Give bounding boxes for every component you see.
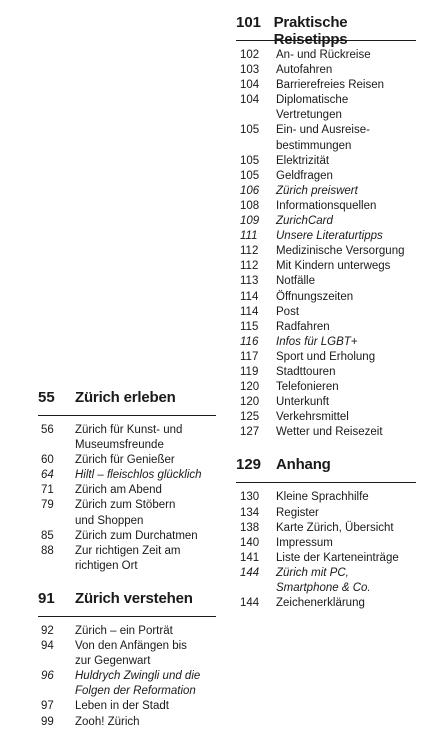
toc-entry[interactable] xyxy=(236,78,416,93)
entry-title: Wetter und Reisezeit xyxy=(276,426,383,439)
entry-title: Ein- und Ausreise- bestimmungen xyxy=(276,124,370,152)
entry-title: Notfälle xyxy=(276,275,315,288)
entry-title: An- und Rückreise xyxy=(276,49,371,61)
entry-title: Geldfragen xyxy=(276,169,333,182)
entry-page-number: 141 xyxy=(240,551,260,564)
toc-entry[interactable] xyxy=(236,169,416,184)
toc-entry[interactable] xyxy=(38,529,216,544)
entry-page-number: 140 xyxy=(240,536,260,549)
entry-title: Zürich zum Stöbern und Shoppen xyxy=(75,499,176,527)
toc-entry[interactable] xyxy=(236,48,416,63)
toc-entry[interactable] xyxy=(236,410,416,425)
toc-entry[interactable] xyxy=(236,380,416,395)
entry-page-number: 117 xyxy=(240,350,259,363)
entry-title: Zürich – ein Porträt xyxy=(75,624,173,637)
toc-entry[interactable] xyxy=(38,639,216,669)
section-title: Anhang xyxy=(276,456,331,474)
entry-title: Zürich für Genießer xyxy=(75,454,175,467)
entry-page-number: 85 xyxy=(41,529,54,542)
entry-page-number: 125 xyxy=(240,411,260,424)
entry-page-number: 113 xyxy=(240,275,259,288)
entry-page-number: 130 xyxy=(240,491,260,504)
entry-title: Von den Anfängen bis zur Gegenwart xyxy=(75,640,187,668)
toc-entry[interactable] xyxy=(236,395,416,410)
toc-entry[interactable] xyxy=(38,624,216,639)
entry-title: Liste der Karteneinträge xyxy=(276,551,399,564)
section-page-number: 129 xyxy=(236,456,262,474)
toc-entry[interactable] xyxy=(236,490,416,505)
entry-page-number: 105 xyxy=(240,124,260,137)
entry-page-number: 99 xyxy=(41,715,54,728)
toc-left-column xyxy=(38,389,216,730)
entry-title: Huldrych Zwingli und die Folgen der Reformation xyxy=(75,670,201,698)
entry-title: Elektrizität xyxy=(276,154,330,167)
toc-entry[interactable] xyxy=(38,453,216,468)
entry-title: Zur richtigen Zeit am richtigen Ort xyxy=(75,544,181,572)
toc-entry[interactable] xyxy=(236,425,416,440)
toc-entry[interactable] xyxy=(236,521,416,536)
entry-title: Diplomatische Vertretungen xyxy=(276,94,349,122)
entry-title: Zürich am Abend xyxy=(75,484,162,497)
entry-title: Unterkunft xyxy=(276,396,330,409)
entry-title: Zürich mit PC, Smartphone & Co. xyxy=(276,566,371,594)
section-title: Zürich erleben xyxy=(75,389,176,406)
entry-title: Zeichenerklärung xyxy=(276,597,365,610)
entry-title: Stadttouren xyxy=(276,365,336,378)
toc-entry[interactable] xyxy=(236,214,416,229)
section-rule xyxy=(38,616,216,617)
entry-page-number: 79 xyxy=(41,499,54,512)
entry-title: Barrierefreies Reisen xyxy=(276,79,385,92)
toc-entry[interactable] xyxy=(236,154,416,169)
entry-title: Zürich zum Durchatmen xyxy=(75,529,198,542)
toc-entry[interactable] xyxy=(236,184,416,199)
toc-entry[interactable] xyxy=(236,199,416,214)
entry-title: Medizinische Versorgung xyxy=(276,245,405,258)
section-gap xyxy=(38,574,216,590)
entry-page-number: 102 xyxy=(240,49,260,61)
entry-page-number: 97 xyxy=(41,700,54,713)
toc-entry[interactable] xyxy=(236,290,416,305)
toc-entry[interactable] xyxy=(38,468,216,483)
section-title: Zürich verstehen xyxy=(75,589,193,607)
toc-right-column xyxy=(236,14,416,611)
toc-entry[interactable] xyxy=(236,123,416,153)
entry-title: Unsere Literaturtipps xyxy=(276,230,383,243)
entry-title: Informationsquellen xyxy=(276,199,377,212)
entry-page-number: 120 xyxy=(240,381,260,394)
entry-title: Sport und Erholung xyxy=(276,350,376,363)
toc-entry[interactable] xyxy=(236,536,416,551)
toc-entry[interactable] xyxy=(236,335,416,350)
entry-page-number: 114 xyxy=(240,290,259,303)
section-page-number: 91 xyxy=(38,589,55,607)
entry-title: Mit Kindern unterwegs xyxy=(276,260,391,273)
section-heading-anhang[interactable] xyxy=(236,456,416,478)
entry-page-number: 94 xyxy=(41,640,54,653)
toc-entry[interactable] xyxy=(236,551,416,566)
entry-page-number: 104 xyxy=(240,79,260,92)
entry-page-number: 106 xyxy=(240,184,260,197)
entry-title: Radfahren xyxy=(276,320,330,333)
entry-title: Leben in der Stadt xyxy=(75,700,169,713)
section-rule xyxy=(236,482,416,483)
entry-page-number: 71 xyxy=(41,484,54,497)
entry-page-number: 112 xyxy=(240,245,259,258)
toc-entry[interactable] xyxy=(38,483,216,498)
entry-title: Karte Zürich, Übersicht xyxy=(276,521,394,534)
entry-page-number: 105 xyxy=(240,154,260,167)
section-title: Praktische Reisetipps xyxy=(273,14,348,48)
entry-page-number: 120 xyxy=(240,396,260,409)
entry-title: Hiltl – fleischlos glücklich xyxy=(75,469,202,482)
toc-entry[interactable] xyxy=(38,423,216,453)
entry-title: Register xyxy=(276,506,319,519)
toc-entry[interactable] xyxy=(236,229,416,244)
entry-page-number: 138 xyxy=(240,521,260,534)
entry-page-number: 109 xyxy=(240,215,260,228)
entry-page-number: 111 xyxy=(240,230,258,243)
entry-title: Zürich für Kunst- und Museumsfreunde xyxy=(75,424,183,452)
entry-page-number: 144 xyxy=(240,566,260,579)
entry-title: Zooh! Zürich xyxy=(75,715,140,728)
entry-page-number: 119 xyxy=(240,365,259,378)
entry-title: ZurichCard xyxy=(276,215,333,228)
section-heading-praktische-reisetipps[interactable] xyxy=(236,14,416,48)
toc-entry[interactable] xyxy=(38,699,216,714)
entry-page-number: 104 xyxy=(240,94,260,107)
entry-title: Zürich preiswert xyxy=(276,184,358,197)
entry-title: Impressum xyxy=(276,536,333,549)
toc-entry[interactable] xyxy=(236,350,416,365)
entry-page-number: 64 xyxy=(41,469,54,482)
entry-title: Kleine Sprachhilfe xyxy=(276,491,369,504)
toc-entry[interactable] xyxy=(236,320,416,335)
section-page-number: 55 xyxy=(38,389,55,406)
section-gap xyxy=(236,440,416,456)
toc-entry[interactable] xyxy=(236,63,416,78)
toc-entry[interactable] xyxy=(38,544,216,574)
toc-entry[interactable] xyxy=(236,365,416,380)
section-heading-zurich-verstehen[interactable] xyxy=(38,590,216,612)
entry-page-number: 88 xyxy=(41,544,54,557)
entry-page-number: 116 xyxy=(240,335,259,348)
entry-page-number: 56 xyxy=(41,424,54,436)
entry-page-number: 60 xyxy=(41,454,54,467)
section-page-number: 101 xyxy=(236,14,262,31)
toc-entry[interactable] xyxy=(38,498,216,528)
entry-page-number: 103 xyxy=(240,64,260,77)
entry-page-number: 92 xyxy=(41,624,54,637)
toc-entry[interactable] xyxy=(38,715,216,730)
toc-entry[interactable] xyxy=(38,669,216,699)
section-heading-zurich-erleben[interactable] xyxy=(38,389,216,411)
entry-page-number: 127 xyxy=(240,426,260,439)
entry-page-number: 108 xyxy=(240,199,260,212)
entry-page-number: 114 xyxy=(240,305,259,318)
toc-entry[interactable] xyxy=(236,506,416,521)
entry-title: Infos für LGBT+ xyxy=(276,335,358,348)
entry-page-number: 115 xyxy=(240,320,259,333)
entry-title: Öffnungszeiten xyxy=(276,290,354,303)
entry-page-number: 105 xyxy=(240,169,260,182)
entry-title: Autofahren xyxy=(276,64,333,77)
entry-page-number: 112 xyxy=(240,260,259,273)
toc-entry[interactable] xyxy=(236,274,416,289)
toc-entry[interactable] xyxy=(236,566,416,596)
entry-title: Verkehrsmittel xyxy=(276,411,349,424)
toc-entry[interactable] xyxy=(236,259,416,274)
toc-entry[interactable] xyxy=(236,93,416,123)
toc-entry[interactable] xyxy=(236,596,416,611)
toc-entry[interactable] xyxy=(236,244,416,259)
section-rule xyxy=(38,415,216,416)
toc-entry[interactable] xyxy=(236,305,416,320)
entry-page-number: 144 xyxy=(240,597,260,610)
entry-title: Post xyxy=(276,305,300,318)
entry-page-number: 134 xyxy=(240,506,260,519)
entry-page-number: 96 xyxy=(41,670,54,683)
entry-title: Telefonieren xyxy=(276,381,339,394)
